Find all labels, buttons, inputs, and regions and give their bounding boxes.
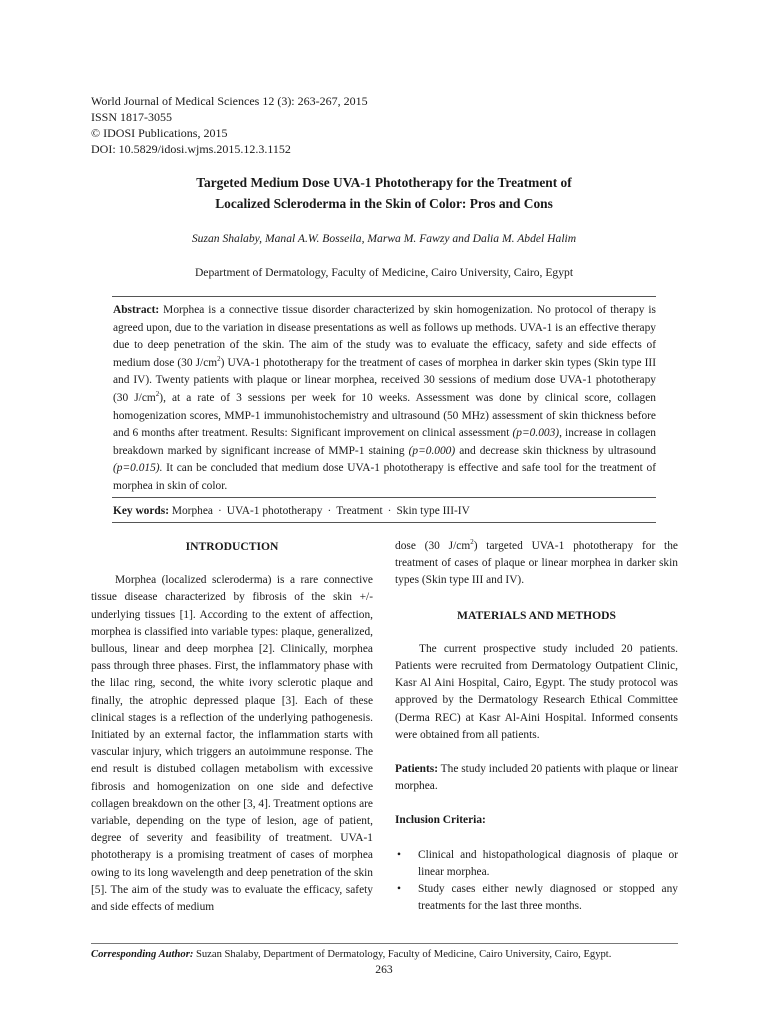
left-column [91,538,373,916]
abstract-text-2: ) UVA-1 phototherapy for the treatment of cases of morphea in darker skin types (Skin type III and IV). Twenty patients with plaque or linear morphea, received 30 sessions of medium dose UVA-1 phototherapy (30 J/cm [113,356,656,404]
patients-paragraph [395,761,678,795]
doi: DOI: 10.5829/idosi.wjms.2015.12.3.1152 [91,142,291,156]
title-line-1: Targeted Medium Dose UVA-1 Phototherapy for the Treatment of [196,175,572,190]
spacer [395,795,678,812]
article-title [120,172,648,214]
continued-sup: 2 [470,538,474,547]
abstract-text-6: It can be concluded that medium dose UVA-1 phototherapy is effective and safe tool for the treatment of morphea in skin of color. [113,462,656,492]
page-number: 263 [375,963,393,976]
keywords-bottom-rule [112,522,656,523]
continued-text-a: dose (30 J/cm [395,540,471,552]
patients-text: The study included 20 patients with plaque or linear morphea. [395,763,678,793]
right-column [395,538,678,915]
abstract-sup-2: 2 [155,390,160,399]
keyword-separator: · [327,505,332,517]
spacer [91,555,373,572]
list-item: • Study cases either newly diagnosed or stopped any treatments for the last three months. [395,881,678,915]
keywords-top-rule [112,497,656,498]
spacer [395,624,678,641]
methods-heading: MATERIALS AND METHODS [457,608,616,622]
footer-rule [91,943,678,944]
abstract-text-1: Morphea is a connective tissue disorder characterized by skin homogenization. No protocol of therapy is agreed upon, due to the variation in disease presentations as well as follows up methods. UVA-1 is an effective therapy due to deep penetration of the skin. The aim of the study was to evaluate the efficacy, safety and side effects of medium dose (30 J/cm [113,304,656,369]
abstract-top-rule [112,296,656,297]
abstract [113,302,656,496]
keyword-separator: · [217,505,222,517]
keyword-separator: · [387,505,392,517]
p-value-ultrasound: (p=0.015). [113,462,163,475]
keywords [113,503,656,520]
keyword: Skin type III-IV [396,505,470,517]
continued-text-b: ) targeted UVA-1 phototherapy for the treatment of cases of plaque or linear morphea in darker skin types (Skin type III and IV). [395,540,678,587]
keyword: Treatment [336,505,383,517]
journal-header [91,93,368,157]
authors: Suzan Shalaby, Manal A.W. Bosseila, Marwa M. Fawzy and Dalia M. Abdel Halim [191,232,577,245]
abstract-text-4: , increase in collagen breakdown marked by significant increase of MMP-1 staining [113,427,656,457]
p-value-mmp1: (p=0.000) [408,444,456,457]
introduction-heading: INTRODUCTION [185,540,279,553]
issn: ISSN 1817-3055 [91,110,173,124]
corresponding-author [91,947,681,962]
abstract-text-5: and decrease skin thickness by ultrasound [455,444,656,457]
keyword: UVA-1 phototherapy [226,505,323,517]
p-value-clinical: (p=0.003) [512,427,560,440]
keyword: Morphea [171,505,213,517]
spacer [395,590,678,607]
spacer [395,830,678,847]
copyright: © IDOSI Publications, 2015 [91,126,228,140]
inclusion-list [395,847,678,916]
abstract-label: Abstract: [113,304,160,316]
introduction-text: Morphea (localized scleroderma) is a rare connective tissue disease characterized by fibrosis of the skin +/- underlying tissues [1]. According to the extent of affection, morphea is classified into variable types: plaque, generalized, bullous, linear and deep morphea [2]. Clinically, morphea pass through three phases. First, the inflammatory phase with the lilac ring, second, the white ivory sclerotic plaque and finally, the atrophic depressed plaque [3]. Each of these clinical stages is a reflection of the underlying pathogenesis. Initiated by an external factor, the inflammation starts with vascular injury, which triggers an autoimmune response. The end result is distubed collagen metabolism with excessive fibrosis and homogenization on one side and defective collagen breakdown on the other [3, 4]. Treatment options are variable, depending on the type of lesion, age of patient, degree of severity and feasibility of treatment. UVA-1 phototherapy is a promising treatment of cases of morphea owing to its long wavelength and deep penetration of the skin [5]. The aim of the study was to evaluate the efficacy, safety and side effects of medium [91,574,373,914]
keywords-label: Key words: [113,505,169,517]
spacer [395,744,678,761]
abstract-sup-1: 2 [217,354,221,363]
title-line-2: Localized Scleroderma in the Skin of Color: Pros and Cons [215,196,553,211]
list-item: • Clinical and histopathological diagnosis of plaque or linear morphea. [395,847,678,881]
affiliation: Department of Dermatology, Faculty of Medicine, Cairo University, Cairo, Egypt [194,266,574,279]
corresponding-text: Suzan Shalaby, Department of Dermatology, Faculty of Medicine, Cairo University, Cairo, Egypt. [193,949,612,960]
patients-label: Patients: [395,763,439,776]
journal-citation: World Journal of Medical Sciences 12 (3): 263-267, 2015 [91,94,368,108]
methods-text: The current prospective study included 20 patients. Patients were recruited from Dermatology Outpatient Clinic, Kasr Al Aini Hospital, Cairo, Egypt. The study protocol was approved by the Dermatology Research Ethical Committee (Derma REC) at Kasr Al-Aini Hospital. Informed consents were obtained from all patients. [395,642,678,741]
introduction-continued [395,538,678,590]
abstract-text-3: ), at a rate of 3 sessions per week for 10 weeks. Assessment was done by clinical score, collagen homogenization scores, MMP-1 immunohistochemistry and ultrasound (50 MHz) assessment of skin thickness before and 6 months after treatment. Results: Significant improvement on clinical assessment [113,391,657,440]
corresponding-label: Corresponding Author: [91,949,194,960]
inclusion-heading: Inclusion Criteria: [395,814,486,827]
